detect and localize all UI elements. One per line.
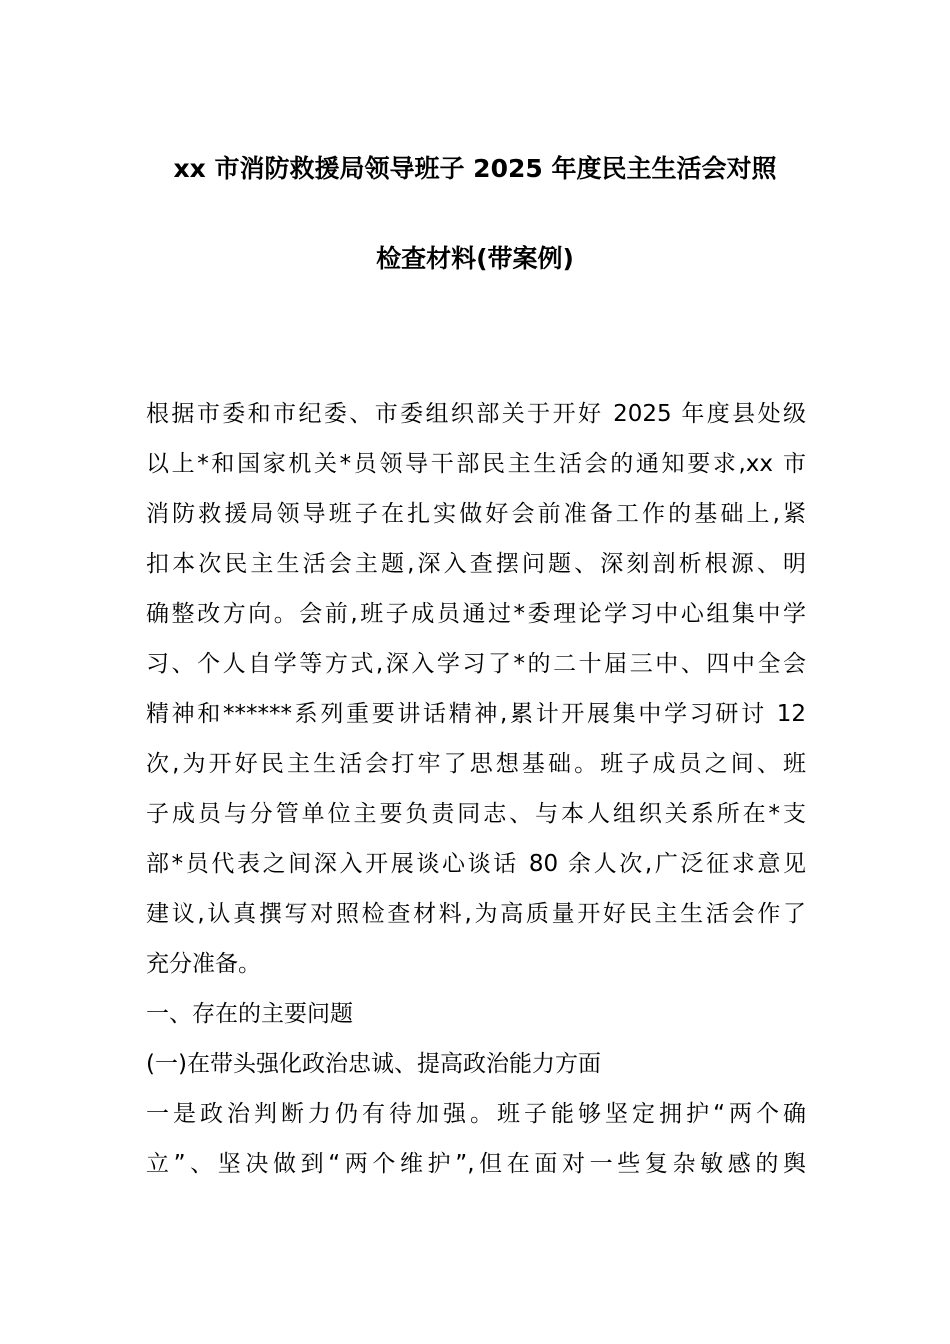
paragraph-line: 确整改方向。会前,班子成员通过*委理论学习中心组集中学 bbox=[146, 601, 806, 627]
paragraph-line: 一是政治判断力仍有待加强。班子能够坚定拥护“两个确 bbox=[146, 1101, 806, 1127]
paragraph-line: 习、个人自学等方式,深入学习了*的二十届三中、四中全会 bbox=[146, 651, 806, 677]
subsection-heading: (一)在带头强化政治忠诚、提高政治能力方面 bbox=[146, 1051, 601, 1077]
paragraph-line: 精神和******系列重要讲话精神,累计开展集中学习研讨 12 bbox=[146, 701, 806, 727]
paragraph-line: 根据市委和市纪委、市委组织部关于开好 2025 年度县处级 bbox=[146, 401, 806, 427]
paragraph-line: 扣本次民主生活会主题,深入查摆问题、深刻剖析根源、明 bbox=[146, 551, 806, 577]
paragraph-line: 部*员代表之间深入开展谈心谈话 80 余人次,广泛征求意见 bbox=[146, 851, 806, 877]
paragraph-line: 立”、坚决做到“两个维护”,但在面对一些复杂敏感的舆 bbox=[146, 1151, 806, 1177]
paragraph-line: 充分准备。 bbox=[146, 951, 261, 977]
document-title-line-2: 检查材料(带案例) bbox=[376, 244, 574, 273]
paragraph-line: 次,为开好民主生活会打牢了思想基础。班子成员之间、班 bbox=[146, 751, 806, 777]
paragraph-line: 子成员与分管单位主要负责同志、与本人组织关系所在*支 bbox=[146, 801, 806, 827]
paragraph-line: 建议,认真撰写对照检查材料,为高质量开好民主生活会作了 bbox=[146, 901, 806, 927]
paragraph-line: 消防救援局领导班子在扎实做好会前准备工作的基础上,紧 bbox=[146, 501, 806, 527]
paragraph-line: 以上*和国家机关*员领导干部民主生活会的通知要求,xx 市 bbox=[146, 451, 806, 477]
section-heading: 一、存在的主要问题 bbox=[146, 1001, 353, 1027]
document-title-line-1: xx 市消防救援局领导班子 2025 年度民主生活会对照 bbox=[173, 154, 777, 183]
